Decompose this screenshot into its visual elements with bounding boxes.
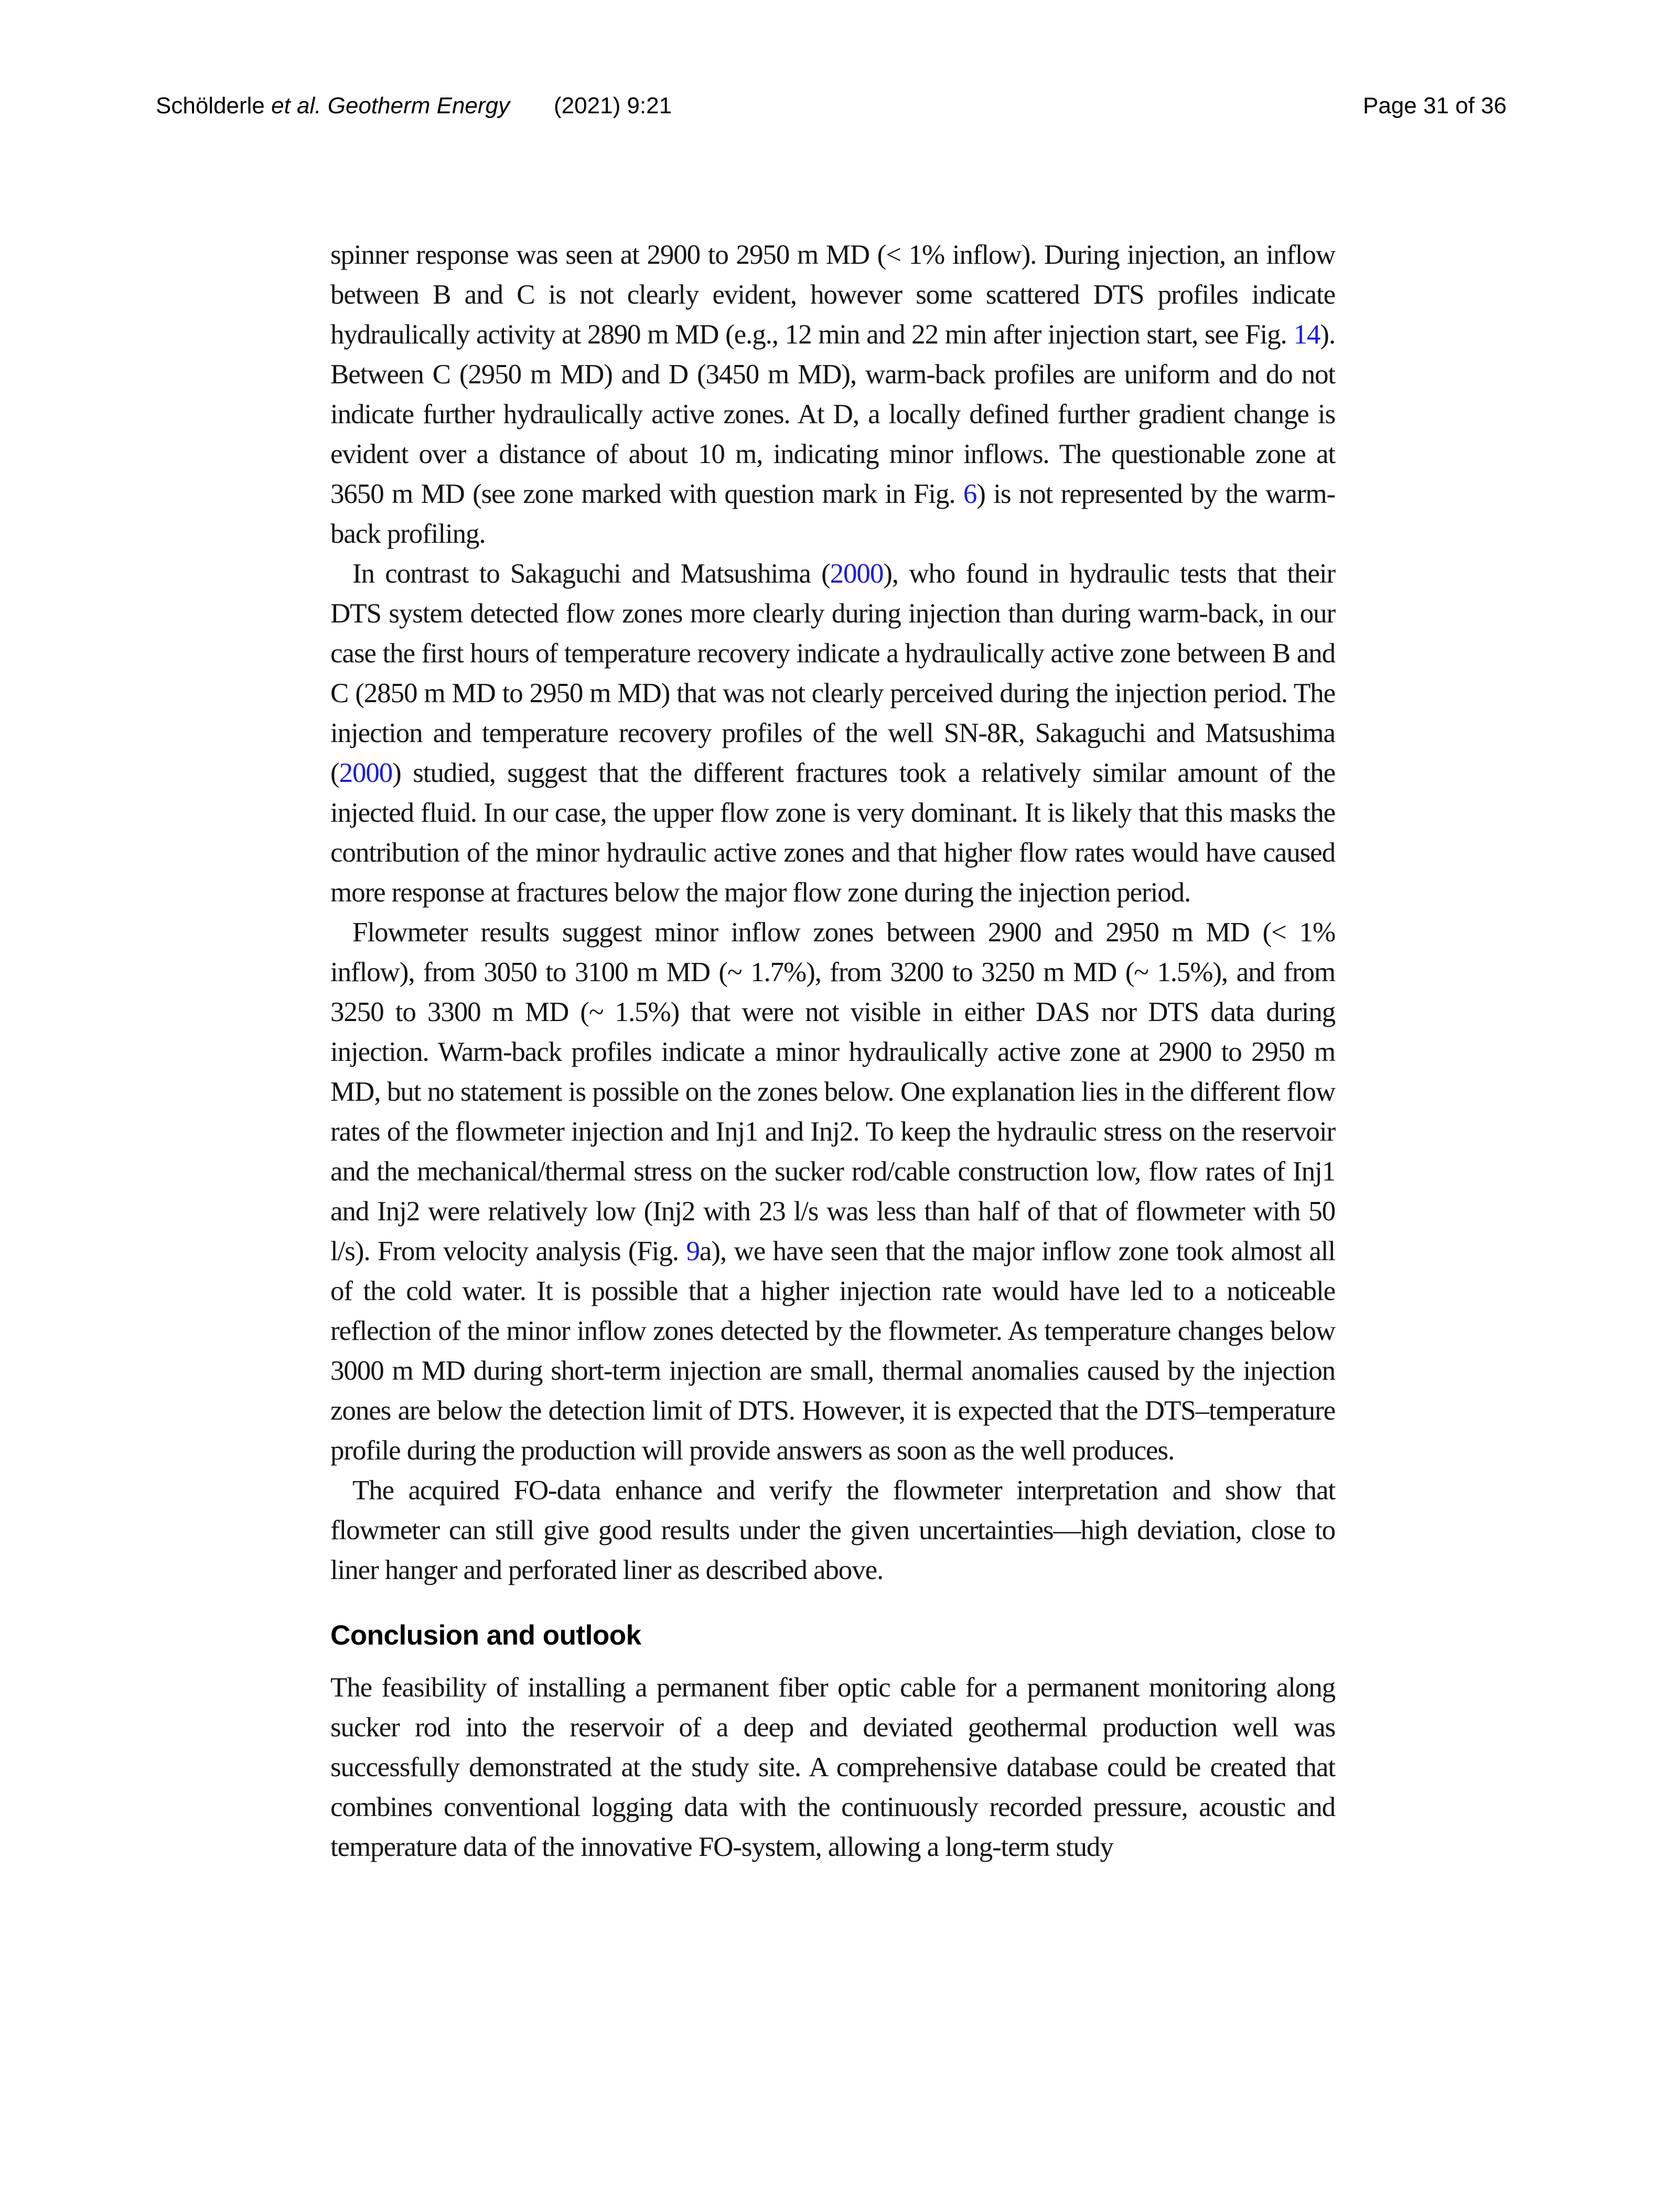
body-paragraphs bbox=[330, 235, 1335, 1590]
body-paragraph bbox=[330, 554, 1335, 912]
text-segment: ) is not represented by the warm-back profiling. bbox=[330, 479, 1335, 549]
body-paragraph bbox=[330, 1668, 1335, 1867]
figure-ref-link[interactable]: 9 bbox=[686, 1236, 700, 1266]
body-paragraph bbox=[330, 235, 1335, 554]
text-segment: The feasibility of installing a permanent fiber optic cable for a permanent monitoring along sucker rod into the reservoir of a deep and deviated geothermal production well was successfully demonstrated at the study site. A comprehensive database could be created that combines conventional logging data with the continuously recorded pressure, acoustic and temperature data of the innovative FO-system, allowing a long-term study bbox=[330, 1672, 1335, 1862]
running-head-journal: et al. Geotherm Energy bbox=[271, 93, 510, 119]
body-paragraph bbox=[330, 1470, 1335, 1590]
text-segment: In contrast to Sakaguchi and Matsushima ( bbox=[352, 559, 830, 589]
text-segment: spinner response was seen at 2900 to 2950 m MD (< 1% inflow). During injection, an inflow between B and C is not clearly evident, however some scattered DTS profiles indicate hydraulically activity at 2890 m MD (e.g., 12 min and 22 min after injection start, see Fig. bbox=[330, 240, 1335, 350]
page-number-label: Page 31 of 36 bbox=[1362, 93, 1507, 119]
text-segment: ), who found in hydraulic tests that their DTS system detected flow zones more clearly during injection than during warm-back, in our case the first hours of temperature recovery indicate a hydraulically active zone between B and C (2850 m MD to 2950 m MD) that was not clearly perceived during the injection period. The injection and temperature recovery profiles of the well SN-8R, Sakaguchi and Matsushima ( bbox=[330, 559, 1335, 788]
text-segment: ) studied, suggest that the different fractures took a relatively similar amount of the injected fluid. In our case, the upper flow zone is very dominant. It is likely that this masks the contribution of the minor hydraulic active zones and that higher flow rates would have caused more response at fractures below the major flow zone during the injection period. bbox=[330, 758, 1335, 908]
text-segment: ). Between C (2950 m MD) and D (3450 m MD), warm-back profiles are uniform and do not indicate further hydraulically active zones. At D, a locally defined further gradient change is evident over a distance of about 10 m, indicating minor inflows. The questionable zone at 3650 m MD (see zone marked with question mark in Fig. bbox=[330, 319, 1335, 509]
citation-link[interactable]: 2000 bbox=[830, 559, 884, 589]
text-segment: a), we have seen that the major inflow zone took almost all of the cold water. It is possible that a higher injection rate would have led to a noticeable reflection of the minor inflow zones detected by the flowmeter. As temperature changes below 3000 m MD during short-term injection are small, thermal anomalies caused by the injection zones are below the detection limit of DTS. However, it is expected that the DTS–temperature profile during the production will provide answers as soon as the well produces. bbox=[330, 1236, 1335, 1466]
figure-ref-link[interactable]: 6 bbox=[963, 479, 977, 509]
section-paragraphs bbox=[330, 1668, 1335, 1867]
text-segment: Flowmeter results suggest minor inflow zones between 2900 and 2950 m MD (< 1% inflow), from 3050 to 3100 m MD (~ 1.7%), from 3200 to 3250 m MD (~ 1.5%), and from 3250 to 3300 m MD (~ 1.5%) that were not visible in either DAS nor DTS data during injection. Warm-back profiles indicate a minor hydraulically active zone at 2900 to 2950 m MD, but no statement is possible on the zones below. One explanation lies in the different flow rates of the flowmeter injection and Inj1 and Inj2. To keep the hydraulic stress on the reservoir and the mechanical/thermal stress on the sucker rod/cable construction low, flow rates of Inj1 and Inj2 were relatively low (Inj2 with 23 l/s was less than half of that of flowmeter with 50 l/s). From velocity analysis (Fig. bbox=[330, 917, 1335, 1266]
body-paragraph bbox=[330, 912, 1335, 1470]
running-head-citation: (2021) 9:21 bbox=[554, 93, 672, 119]
text-column bbox=[330, 235, 1335, 1867]
running-header bbox=[156, 92, 1507, 120]
text-segment: The acquired FO-data enhance and verify the flowmeter interpretation and show that flowmeter can still give good results under the given uncertainties—high deviation, close to liner hanger and perforated liner as described above. bbox=[330, 1475, 1335, 1585]
running-head-author: Schölderle bbox=[156, 93, 272, 119]
citation-link[interactable]: 2000 bbox=[339, 758, 393, 788]
figure-ref-link[interactable]: 14 bbox=[1293, 319, 1320, 350]
running-head-left bbox=[156, 92, 672, 120]
section-heading: Conclusion and outlook bbox=[330, 1620, 641, 1651]
